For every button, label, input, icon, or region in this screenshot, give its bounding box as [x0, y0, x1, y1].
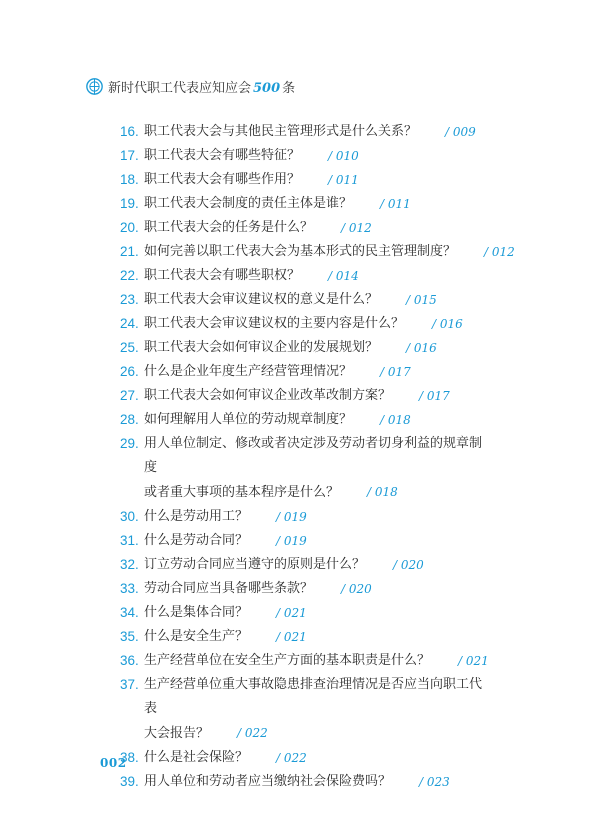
toc-entry-title-line2-wrap — [144, 721, 489, 746]
toc-entry-page: / 017 — [380, 365, 411, 379]
running-header — [86, 76, 295, 96]
toc-entry[interactable] — [120, 529, 580, 553]
toc-entry-page: / 011 — [380, 197, 411, 211]
toc-entry-number: 32. — [120, 557, 139, 572]
toc-entry-number: 30. — [120, 509, 139, 524]
book-title — [108, 77, 295, 96]
toc-entry-number: 34. — [120, 605, 139, 620]
toc-entry[interactable] — [120, 264, 580, 288]
toc-entry-title: 职工代表大会有哪些职权？ — [144, 268, 301, 283]
toc-entry-number: 36. — [120, 653, 139, 668]
toc-entry-number: 31. — [120, 533, 139, 548]
toc-entry-number: 26. — [120, 364, 139, 379]
toc-entry-title: 什么是劳动合同？ — [144, 533, 249, 548]
toc-entry[interactable] — [120, 240, 580, 264]
toc-entry[interactable] — [120, 192, 580, 216]
toc-entry-number: 28. — [120, 412, 139, 427]
toc-entry-page: / 022 — [237, 726, 268, 740]
toc-entry-page: / 021 — [276, 606, 307, 620]
toc-entry-number: 27. — [120, 388, 139, 403]
toc-entry-title-line2-wrap — [144, 480, 489, 505]
toc-entry-page: / 020 — [341, 582, 372, 596]
toc-entry-page: / 020 — [393, 558, 424, 572]
toc-entry[interactable] — [120, 746, 580, 770]
page-number: 002 — [100, 756, 127, 770]
toc-entry-title: 职工代表大会的任务是什么？ — [144, 220, 314, 235]
toc-entry-title — [144, 673, 489, 746]
toc-entry-number: 39. — [120, 774, 139, 789]
toc-entry[interactable] — [120, 432, 580, 505]
toc-entry-page: / 014 — [328, 269, 359, 283]
table-of-contents — [120, 120, 580, 794]
toc-entry-number: 19. — [120, 196, 139, 211]
toc-entry[interactable] — [120, 168, 580, 192]
toc-entry-title-line1: 生产经营单位重大事故隐患排查治理情况是否应当向职工代表 — [144, 677, 483, 716]
toc-entry-page: / 017 — [419, 389, 450, 403]
toc-entry-title — [144, 432, 489, 505]
book-title-suffix: 条 — [282, 80, 296, 96]
union-emblem-icon — [86, 78, 103, 95]
toc-entry-number: 22. — [120, 268, 139, 283]
toc-entry-page: / 016 — [406, 341, 437, 355]
toc-entry-title-line2: 或者重大事项的基本程序是什么？ — [144, 485, 340, 500]
toc-entry-page: / 012 — [341, 221, 372, 235]
toc-entry[interactable] — [120, 288, 580, 312]
toc-entry-page: / 016 — [432, 317, 463, 331]
toc-entry-page: / 019 — [276, 534, 307, 548]
toc-entry-number: 16. — [120, 124, 139, 139]
toc-entry[interactable] — [120, 120, 580, 144]
toc-entry-number: 20. — [120, 220, 139, 235]
toc-entry-title-line1: 用人单位制定、修改或者决定涉及劳动者切身利益的规章制度 — [144, 436, 483, 475]
toc-entry[interactable] — [120, 601, 580, 625]
toc-entry-title: 什么是安全生产？ — [144, 629, 249, 644]
toc-entry-page: / 018 — [367, 485, 398, 499]
toc-entry-title: 职工代表大会与其他民主管理形式是什么关系？ — [144, 124, 418, 139]
book-title-number: 500 — [253, 80, 281, 96]
toc-entry-page: / 011 — [328, 173, 359, 187]
toc-entry[interactable] — [120, 770, 580, 794]
toc-entry-title: 什么是劳动用工？ — [144, 509, 249, 524]
toc-entry-title: 生产经营单位在安全生产方面的基本职责是什么？ — [144, 653, 431, 668]
book-title-prefix: 新时代职工代表应知应会 — [108, 80, 252, 96]
toc-entry-page: / 009 — [445, 125, 476, 139]
toc-entry[interactable] — [120, 360, 580, 384]
toc-entry[interactable] — [120, 625, 580, 649]
toc-entry-number: 38. — [120, 750, 139, 765]
toc-entry[interactable] — [120, 649, 580, 673]
toc-entry-title: 劳动合同应当具备哪些条款？ — [144, 581, 314, 596]
toc-entry[interactable] — [120, 673, 580, 746]
toc-entry-title: 职工代表大会审议建议权的主要内容是什么？ — [144, 316, 405, 331]
toc-entry-title: 什么是集体合同？ — [144, 605, 249, 620]
toc-entry-page: / 015 — [406, 293, 437, 307]
toc-entry-title: 订立劳动合同应当遵守的原则是什么？ — [144, 557, 366, 572]
toc-entry-title: 如何理解用人单位的劳动规章制度？ — [144, 412, 353, 427]
toc-entry-title: 如何完善以职工代表大会为基本形式的民主管理制度？ — [144, 244, 457, 259]
toc-entry[interactable] — [120, 384, 580, 408]
toc-entry-title: 职工代表大会有哪些作用？ — [144, 172, 301, 187]
toc-entry-page: / 021 — [276, 630, 307, 644]
toc-entry-page: / 022 — [276, 751, 307, 765]
toc-entry-page: / 012 — [484, 245, 515, 259]
toc-entry-title: 职工代表大会如何审议企业改革改制方案？ — [144, 388, 392, 403]
toc-entry[interactable] — [120, 577, 580, 601]
toc-entry-number: 17. — [120, 148, 139, 163]
toc-entry-page: / 019 — [276, 510, 307, 524]
toc-entry-title-line2: 大会报告？ — [144, 726, 210, 741]
toc-entry-number: 24. — [120, 316, 139, 331]
toc-entry[interactable] — [120, 312, 580, 336]
toc-entry-page: / 021 — [458, 654, 489, 668]
toc-entry-number: 25. — [120, 340, 139, 355]
toc-entry-number: 18. — [120, 172, 139, 187]
toc-entry-number: 29. — [120, 436, 139, 451]
toc-entry-title: 什么是企业年度生产经营管理情况？ — [144, 364, 353, 379]
toc-entry-number: 21. — [120, 244, 139, 259]
toc-entry-title: 什么是社会保险？ — [144, 750, 249, 765]
toc-entry-title: 职工代表大会制度的责任主体是谁？ — [144, 196, 353, 211]
toc-entry-number: 37. — [120, 677, 139, 692]
toc-entry-page: / 010 — [328, 149, 359, 163]
toc-entry-number: 33. — [120, 581, 139, 596]
toc-entry-page: / 023 — [419, 775, 450, 789]
toc-entry[interactable] — [120, 144, 580, 168]
toc-entry[interactable] — [120, 553, 580, 577]
toc-entry-title: 用人单位和劳动者应当缴纳社会保险费吗？ — [144, 774, 392, 789]
toc-entry[interactable] — [120, 408, 580, 432]
toc-entry[interactable] — [120, 336, 580, 360]
toc-entry-number: 23. — [120, 292, 139, 307]
toc-entry-title: 职工代表大会审议建议权的意义是什么？ — [144, 292, 379, 307]
toc-entry-title: 职工代表大会有哪些特征？ — [144, 148, 301, 163]
toc-entry-number: 35. — [120, 629, 139, 644]
toc-entry-title: 职工代表大会如何审议企业的发展规划？ — [144, 340, 379, 355]
toc-entry[interactable] — [120, 505, 580, 529]
toc-entry-page: / 018 — [380, 413, 411, 427]
toc-entry[interactable] — [120, 216, 580, 240]
